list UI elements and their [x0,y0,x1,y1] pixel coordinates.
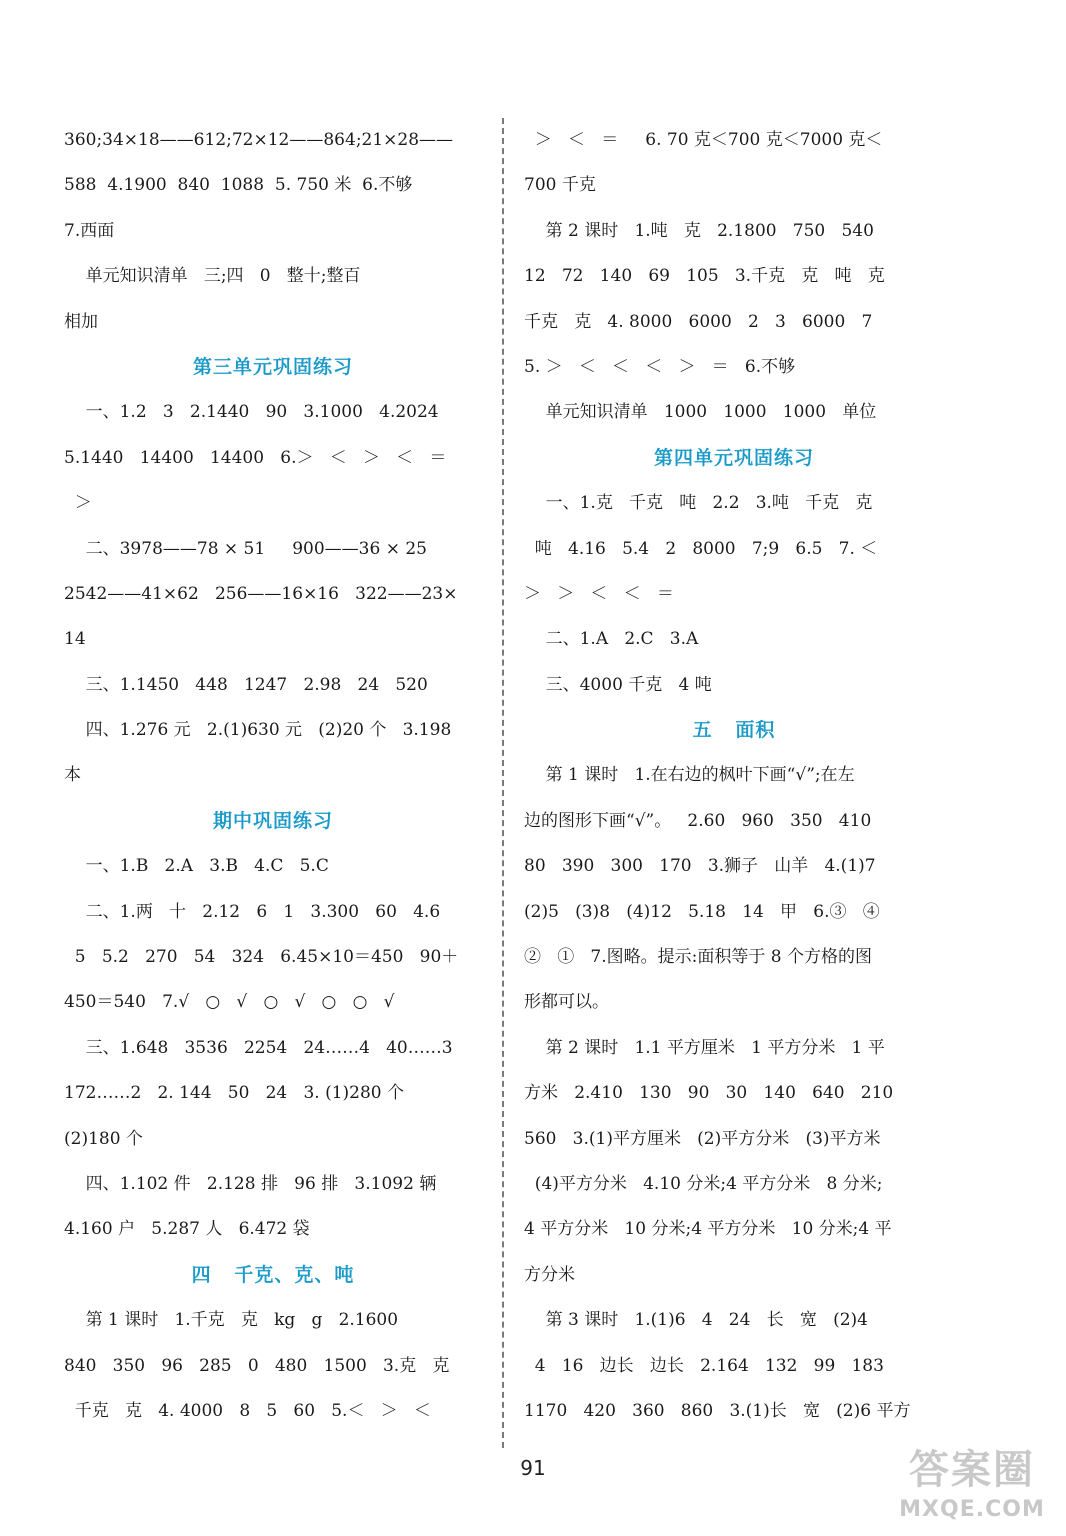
answer-line: 一、1.2 3 2.1440 90 3.1000 4.2024 [64,402,439,423]
answer-line: 第 2 课时 1.1 平方厘米 1 平方分米 1 平 [524,1037,885,1058]
answer-line: 4 16 边长 边长 2.164 132 99 183 [524,1355,884,1376]
answer-line: ＞ ＞ ＜ ＜ ＝ [524,583,674,604]
answer-line: 700 千克 [524,175,596,196]
watermark-top-text: 答案圈 [909,1447,1035,1493]
answer-line: ＞ ＜ ＝ 6. 70 克＜700 克＜7000 克＜ [524,130,883,150]
answer-line: 边的图形下画“√”。 2.60 960 350 410 [524,810,872,831]
answer-line: 360;34×18——612;72×12——864;21×28—— [64,130,454,150]
answer-line: 形都可以。 [524,992,609,1013]
answer-line: 二、3978——78 × 51 900——36 × 25 [64,538,427,559]
answer-line: 第 1 课时 1.在右边的枫叶下画“√”;在左 [524,765,855,786]
answer-line: 450＝540 7.√ ○ √ ○ √ ○ ○ √ [64,992,395,1013]
answer-line: (2)180 个 [64,1128,143,1149]
answer-line: 第 2 课时 1.吨 克 2.1800 750 540 [524,220,874,241]
answer-line: 2542——41×62 256——16×16 322——23× [64,583,458,604]
answer-line: 第 1 课时 1.千克 克 kg g 2.1600 [64,1310,399,1331]
answer-line: 本 [64,765,81,786]
answer-line: 三、1.1450 448 1247 2.98 24 520 [64,674,428,695]
answer-line: ＞ [64,493,92,514]
answer-line: 千克 克 4. 4000 8 5 60 5.＜ ＞ ＜ [64,1400,431,1421]
answer-line: (4)平方分米 4.10 分米;4 平方分米 8 分米; [524,1173,883,1194]
answer-line: 4.160 户 5.287 人 6.472 袋 [64,1219,310,1240]
answer-line: 二、1.两 十 2.12 6 1 3.300 60 4.6 [64,901,441,922]
watermark-bottom-text: MXQE.COM [899,1497,1045,1522]
answer-line: 第 3 课时 1.(1)6 4 24 长 宽 (2)4 [524,1310,868,1331]
answer-line: 一、1.B 2.A 3.B 4.C 5.C [64,856,329,877]
answer-line: 172……2 2. 144 50 24 3. (1)280 个 [64,1083,404,1104]
watermark-logo [884,1448,1060,1532]
right-column [524,118,944,1434]
answer-line: 7.西面 [64,220,115,241]
answer-line: 二、1.A 2.C 3.A [524,629,699,650]
answer-line: 1170 420 360 860 3.(1)长 宽 (2)6 平方 [524,1400,911,1421]
column-divider [502,118,504,1448]
left-column [64,118,482,1434]
answer-line: 吨 4.16 5.4 2 8000 7;9 6.5 7. ＜ [524,538,878,559]
answer-line: 方米 2.410 130 90 30 140 640 210 [524,1083,894,1104]
answer-line: 相加 [64,311,98,332]
answer-line: 单元知识清单 1000 1000 1000 单位 [524,402,877,423]
section-heading: 期中巩固练习 [212,809,333,832]
answer-line: 588 4.1900 840 1088 5. 750 米 6.不够 [64,175,413,196]
answer-line: 840 350 96 285 0 480 1500 3.克 克 [64,1355,450,1376]
answer-line: 14 [64,629,86,650]
answer-line: 单元知识清单 三;四 0 整十;整百 [64,266,361,287]
answer-line: 三、4000 千克 4 吨 [524,674,712,695]
answer-line: 三、1.648 3536 2254 24……4 40……3 [64,1037,453,1058]
section-heading: 第四单元巩固练习 [653,446,814,469]
section-heading: 第三单元巩固练习 [192,355,353,378]
answer-line: 4 平方分米 10 分米;4 平方分米 10 分米;4 平 [524,1219,892,1240]
section-heading: 五 面积 [692,719,776,742]
answer-line: 5. ＞ ＜ ＜ ＜ ＞ ＝ 6.不够 [524,356,796,377]
answer-line: 四、1.102 件 2.128 排 96 排 3.1092 辆 [64,1173,437,1194]
answer-line: (2)5 (3)8 (4)12 5.18 14 甲 6.③ ④ [524,901,880,922]
page-number: 91 [520,1456,546,1480]
answer-line: 一、1.克 千克 吨 2.2 3.吨 千克 克 [524,493,873,514]
answer-line: 5.1440 14400 14400 6.＞ ＜ ＞ ＜ ＝ [64,447,447,468]
answer-line: 12 72 140 69 105 3.千克 克 吨 克 [524,266,885,287]
answer-line: 5 5.2 270 54 324 6.45×10＝450 90＋ [64,947,459,968]
answer-line: 方分米 [524,1264,575,1285]
section-heading: 四 千克、克、吨 [191,1263,355,1286]
answer-line: ② ① 7.图略。提示:面积等于 8 个方格的图 [524,947,872,968]
answer-line: 四、1.276 元 2.(1)630 元 (2)20 个 3.198 [64,720,452,741]
answer-line: 80 390 300 170 3.狮子 山羊 4.(1)7 [524,856,876,877]
answer-line: 千克 克 4. 8000 6000 2 3 6000 7 [524,311,873,332]
answer-line: 560 3.(1)平方厘米 (2)平方分米 (3)平方米 [524,1128,881,1149]
